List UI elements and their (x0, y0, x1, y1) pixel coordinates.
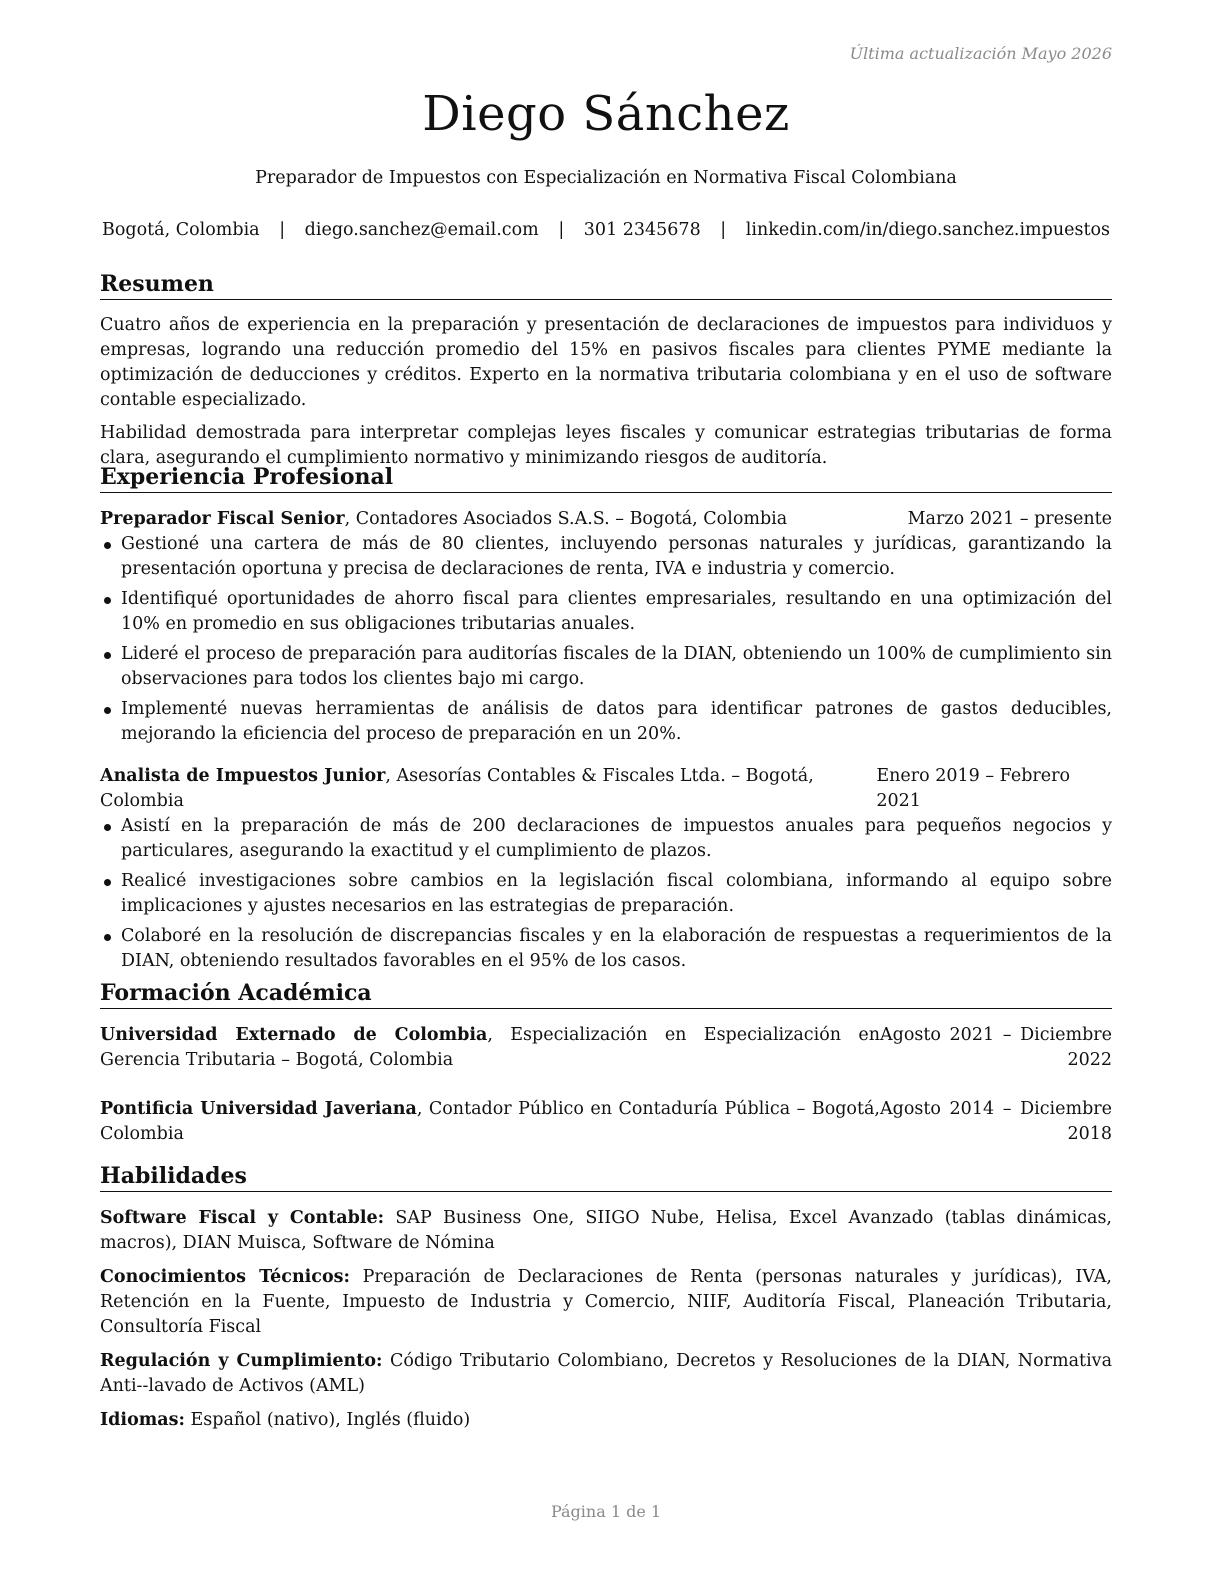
job-bullet: Colaboré en la resolución de discrepancias fiscales y en la elaboración de respuestas a requerimientos de la DIAN, obteniendo resultados favorables en el 95% de los casos. (100, 924, 1112, 974)
candidate-headline: Preparador de Impuestos con Especialización en Normativa Fiscal Colombiana (255, 168, 957, 188)
job-dates: Marzo 2021 – presente (907, 509, 1112, 529)
job-bullet: Gestioné una cartera de más de 80 clientes, incluyendo personas naturales y jurídicas, garantizando la presentación oportuna y precisa de declaraciones de renta, IVA e industria y comercio. (100, 532, 1112, 582)
skill-row (100, 1349, 1112, 1399)
experience-heading: Experiencia Profesional (100, 463, 1112, 493)
skill-label: Idiomas: (100, 1410, 185, 1430)
job-bullet: Asistí en la preparación de más de 200 declaraciones de impuestos anuales para pequeños negocios y particulares, asegurando la exactitud y el cumplimiento de plazos. (100, 814, 1112, 864)
job-bullet: Implementé nuevas herramientas de análisis de datos para identificar patrones de gastos deducibles, mejorando la eficiencia del proceso de preparación en un 20%. (100, 697, 1112, 747)
job-bullet: Lideré el proceso de preparación para auditorías fiscales de la DIAN, obteniendo un 100% de cumplimiento sin observaciones para todos los clientes bajo mi cargo. (100, 642, 1112, 692)
skill-value: Preparación de Declaraciones de Renta (personas naturales y jurídicas), IVA, Retención en la Fuente, Impuesto de Industria y Comercio, NIIF, Auditoría Fiscal, Planeación Tributaria, Consultoría Fiscal (100, 1267, 1112, 1337)
job-role: Preparador Fiscal Senior (100, 509, 345, 529)
job-bullets (100, 532, 1112, 747)
skill-value: SAP Business One, SIIGO Nube, Helisa, Excel Avanzado (tablas dinámicas, macros), DIAN Muisca, Software de Nómina (100, 1208, 1112, 1253)
skill-row (100, 1265, 1112, 1340)
contact-location: Bogotá, Colombia (101, 220, 260, 240)
experience-section (100, 463, 1112, 979)
contact-separator: | (558, 220, 565, 240)
contact-separator: | (279, 220, 286, 240)
skill-label: Regulación y Cumplimiento: (100, 1351, 383, 1371)
education-section (100, 979, 1112, 1147)
job-header (100, 764, 1112, 814)
skill-row (100, 1206, 1112, 1256)
skills-heading: Habilidades (100, 1162, 1112, 1192)
contact-separator: | (720, 220, 727, 240)
summary-paragraph: Cuatro años de experiencia en la preparación y presentación de declaraciones de impuestos para individuos y empresas, logrando una reducción promedio del 15% en pasivos fiscales para clientes PYME mediante la optimización de deducciones y créditos. Experto en la normativa tributaria colombiana y en el uso de software contable especializado. (100, 315, 1112, 410)
skill-value: Código Tributario Colombiano, Decretos y Resoluciones de la DIAN, Normativa Anti--lavado de Activos (AML) (100, 1351, 1113, 1396)
job-role: Analista de Impuestos Junior (100, 766, 386, 786)
education-entry (100, 1097, 1112, 1147)
job-entry (100, 764, 1112, 974)
job-dates: Enero 2019 – Febrero 2021 (876, 766, 1071, 811)
education-school: Pontificia Universidad Javeriana (100, 1099, 417, 1119)
education-detail: , Especialización en Especialización en Gerencia Tributaria – Bogotá, Colombia (100, 1025, 880, 1070)
job-entry (100, 507, 1112, 747)
summary-section (100, 270, 1112, 471)
page-number: Página 1 de 1 (550, 1502, 662, 1521)
contact-linkedin[interactable]: linkedin.com/in/diego.sanchez.impuestos (745, 220, 1111, 240)
skills-section (100, 1162, 1112, 1433)
resume-page (100, 0, 1112, 1584)
summary-heading: Resumen (100, 270, 1112, 300)
education-school: Universidad Externado de Colombia (100, 1025, 488, 1045)
summary-paragraph: Habilidad demostrada para interpretar complejas leyes fiscales y comunicar estrategias tributarias de forma clara, asegurando el cumplimiento normativo y minimizando riesgos de auditoría. (100, 423, 1112, 468)
job-organization: , Asesorías Contables & Fiscales Ltda. – Bogotá, Colombia (100, 766, 814, 811)
job-bullets (100, 814, 1112, 974)
contact-line (100, 220, 1112, 240)
skill-value: Español (nativo), Inglés (fluido) (184, 1410, 471, 1430)
education-dates: Agosto 2021 – Diciembre 2022 (880, 1025, 1112, 1070)
skill-label: Software Fiscal y Contable: (100, 1208, 385, 1228)
education-detail: , Contador Público en Contaduría Pública – Bogotá, Colombia (100, 1099, 880, 1144)
education-entry (100, 1023, 1112, 1073)
contact-phone: 301 2345678 (583, 220, 701, 240)
job-bullet: Realicé investigaciones sobre cambios en la legislación fiscal colombiana, informando al equipo sobre implicaciones y ajustes necesarios en las estrategias de preparación. (100, 869, 1112, 919)
contact-email[interactable]: diego.sanchez@email.com (304, 220, 539, 240)
education-dates: Agosto 2014 – Diciembre 2018 (880, 1099, 1112, 1144)
education-heading: Formación Académica (100, 979, 1112, 1009)
job-organization: , Contadores Asociados S.A.S. – Bogotá, Colombia (344, 509, 788, 529)
candidate-name: Diego Sánchez (422, 86, 790, 142)
skill-label: Conocimientos Técnicos: (100, 1267, 350, 1287)
job-header (100, 507, 1112, 532)
last-updated: Última actualización Mayo 2026 (849, 44, 1112, 63)
job-bullet: Identifiqué oportunidades de ahorro fiscal para clientes empresariales, resultando en una optimización del 10% en promedio en sus obligaciones tributarias anuales. (100, 587, 1112, 637)
skill-row (100, 1408, 1112, 1433)
